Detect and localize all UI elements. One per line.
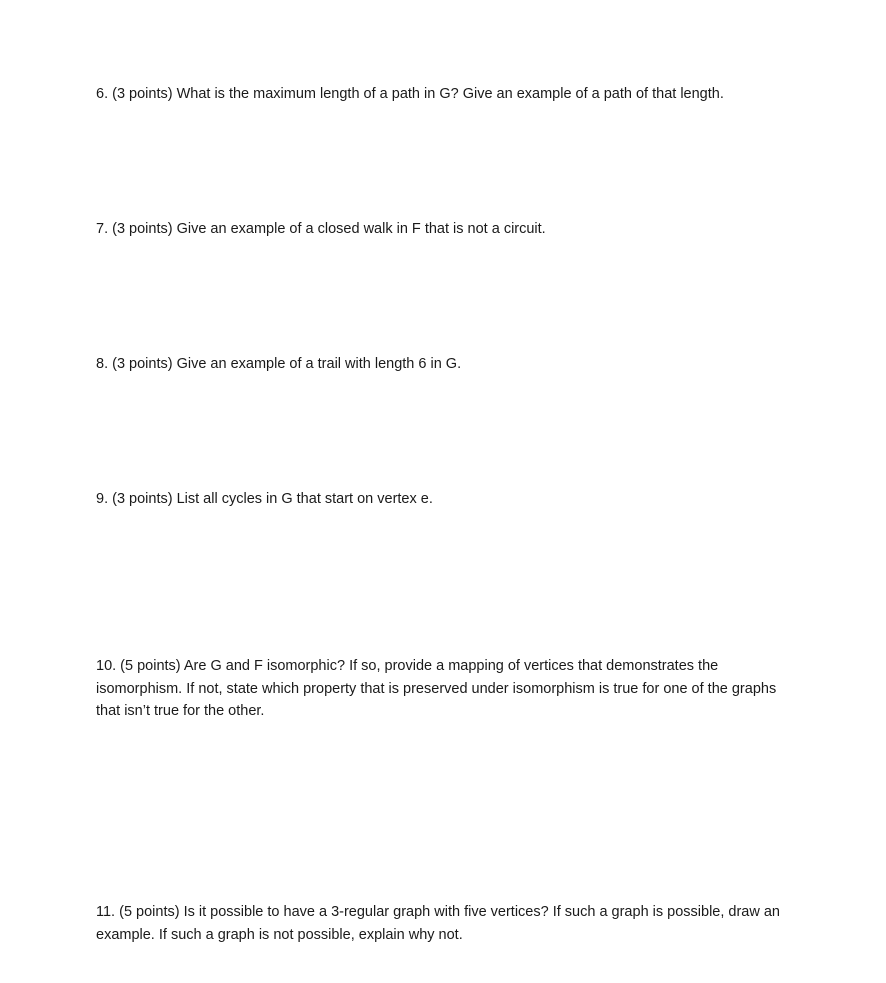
question-10: 10. (5 points) Are G and F isomorphic? If so, provide a mapping of vertices that demonstrates the isomorphism. If not, state which property that is preserved under isomorphism is true for one of the graphs that isn’t true for the other.	[96, 658, 777, 719]
question-9: 9. (3 points) List all cycles in G that start on vertex e.	[96, 491, 433, 507]
question-6: 6. (3 points) What is the maximum length of a path in G? Give an example of a path of that length.	[96, 86, 724, 102]
question-7: 7. (3 points) Give an example of a closed walk in F that is not a circuit.	[96, 221, 546, 237]
question-8: 8. (3 points) Give an example of a trail with length 6 in G.	[96, 356, 462, 372]
question-11: 11. (5 points) Is it possible to have a 3-regular graph with five vertices? If such a graph is possible, draw an example. If such a graph is not possible, explain why not.	[96, 904, 780, 943]
